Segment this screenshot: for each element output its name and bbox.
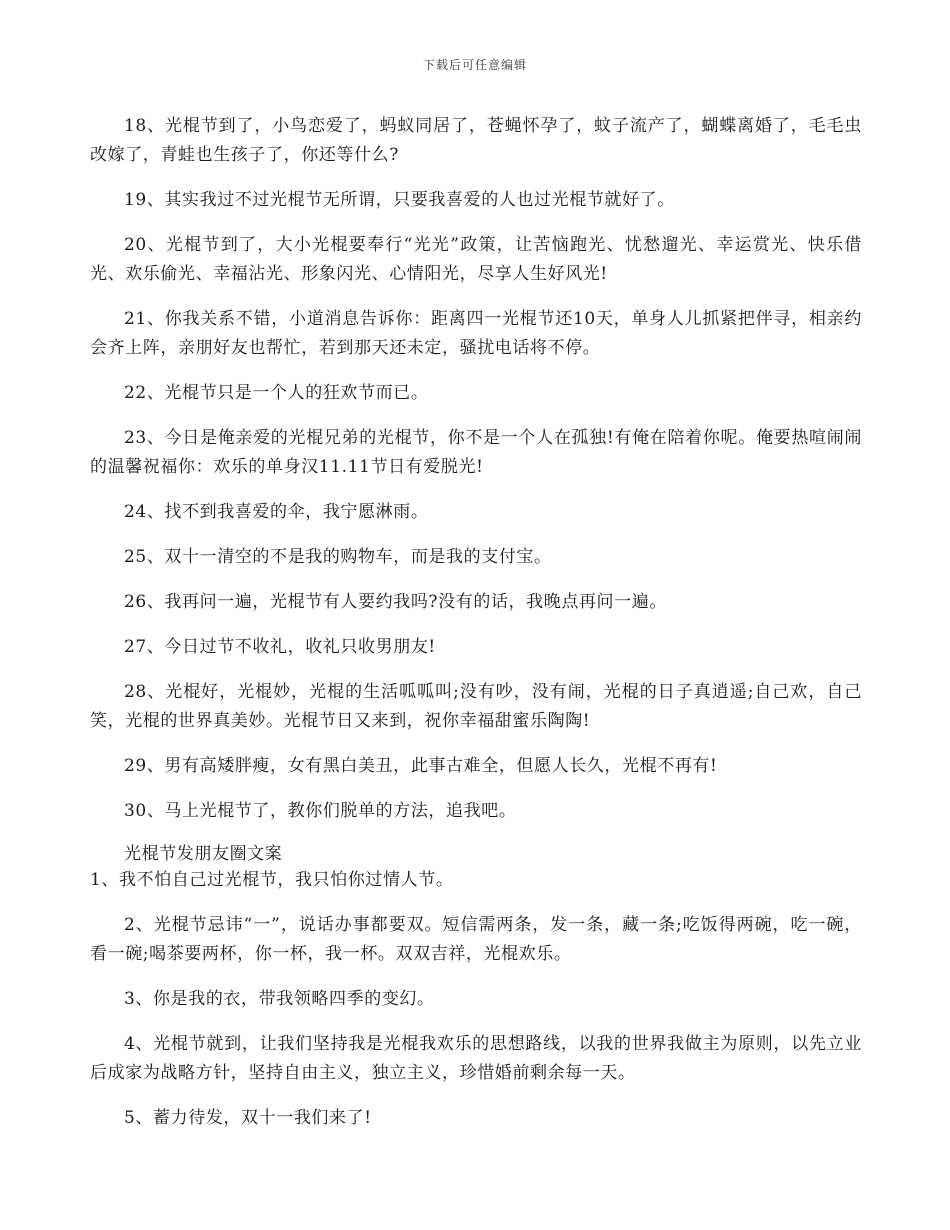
list-item-4: 4、光棍节就到，让我们坚持我是光棍我欢乐的思想路线，以我的世界我做主为原则，以先立业后成家为战略方针，坚持自由主义，独立主义，珍惜婚前剩余每一天。 xyxy=(90,1034,862,1083)
paragraph-24: 24、找不到我喜爱的伞，我宁愿淋雨。 xyxy=(124,502,429,522)
document-body xyxy=(90,112,862,1149)
list-item-2: 2、光棍节忌讳“一”，说话办事都要双。短信需两条，发一条，藏一条;吃饭得两碗，吃一碗，看一碗;喝茶要两杯，你一杯，我一杯。双双吉祥，光棍欢乐。 xyxy=(90,915,862,964)
paragraph-28: 28、光棍好，光棍妙，光棍的生活呱呱叫;没有吵，没有闹，光棍的日子真逍遥;自己欢，自己笑，光棍的世界真美妙。光棍节日又来到，祝你幸福甜蜜乐陶陶! xyxy=(90,682,862,731)
paragraph-20: 20、光棍节到了，大小光棍要奉行“光光”政策，让苦恼跑光、忧愁遛光、幸运赏光、快乐借光、欢乐偷光、幸福沾光、形象闪光、心情阳光，尽享人生好风光! xyxy=(90,235,862,284)
paragraph-27: 27、今日过节不收礼，收礼只收男朋友! xyxy=(124,637,436,657)
section-title: 光棍节发朋友圈文案 xyxy=(124,844,283,864)
paragraph-25: 25、双十一清空的不是我的购物车，而是我的支付宝。 xyxy=(124,547,552,567)
page-header: 下载后可任意编辑 xyxy=(422,58,527,72)
list-item-5: 5、蓄力待发，双十一我们来了! xyxy=(124,1108,372,1128)
paragraph-26: 26、我再问一遍，光棍节有人要约我吗?没有的话，我晚点再问一遍。 xyxy=(124,592,667,612)
paragraph-21: 21、你我关系不错，小道消息告诉你：距离四一光棍节还10天，单身人儿抓紧把伴寻，相亲约会齐上阵，亲朋好友也帮忙，若到那天还未定，骚扰电话将不停。 xyxy=(90,309,862,358)
list-item-1: 1、我不怕自己过光棍节，我只怕你过情人节。 xyxy=(90,870,454,890)
list-item-3: 3、你是我的衣，带我领略四季的变幻。 xyxy=(124,989,435,1009)
paragraph-22: 22、光棍节只是一个人的狂欢节而已。 xyxy=(124,383,429,403)
paragraph-30: 30、马上光棍节了，教你们脱单的方法，追我吧。 xyxy=(124,801,517,821)
paragraph-23: 23、今日是俺亲爱的光棍兄弟的光棍节，你不是一个人在孤独!有俺在陪着你呢。俺要热喧闹闹的温馨祝福你：欢乐的单身汉11.11节日有爱脱光! xyxy=(90,428,862,477)
paragraph-18: 18、光棍节到了，小鸟恋爱了，蚂蚁同居了，苍蝇怀孕了，蚊子流产了，蝴蝶离婚了，毛毛虫改嫁了，青蛙也生孩子了，你还等什么? xyxy=(90,116,862,165)
paragraph-29: 29、男有高矮胖瘦，女有黑白美丑，此事古难全，但愿人长久，光棍不再有! xyxy=(124,756,718,776)
paragraph-19: 19、其实我过不过光棍节无所谓，只要我喜爱的人也过光棍节就好了。 xyxy=(124,190,675,210)
